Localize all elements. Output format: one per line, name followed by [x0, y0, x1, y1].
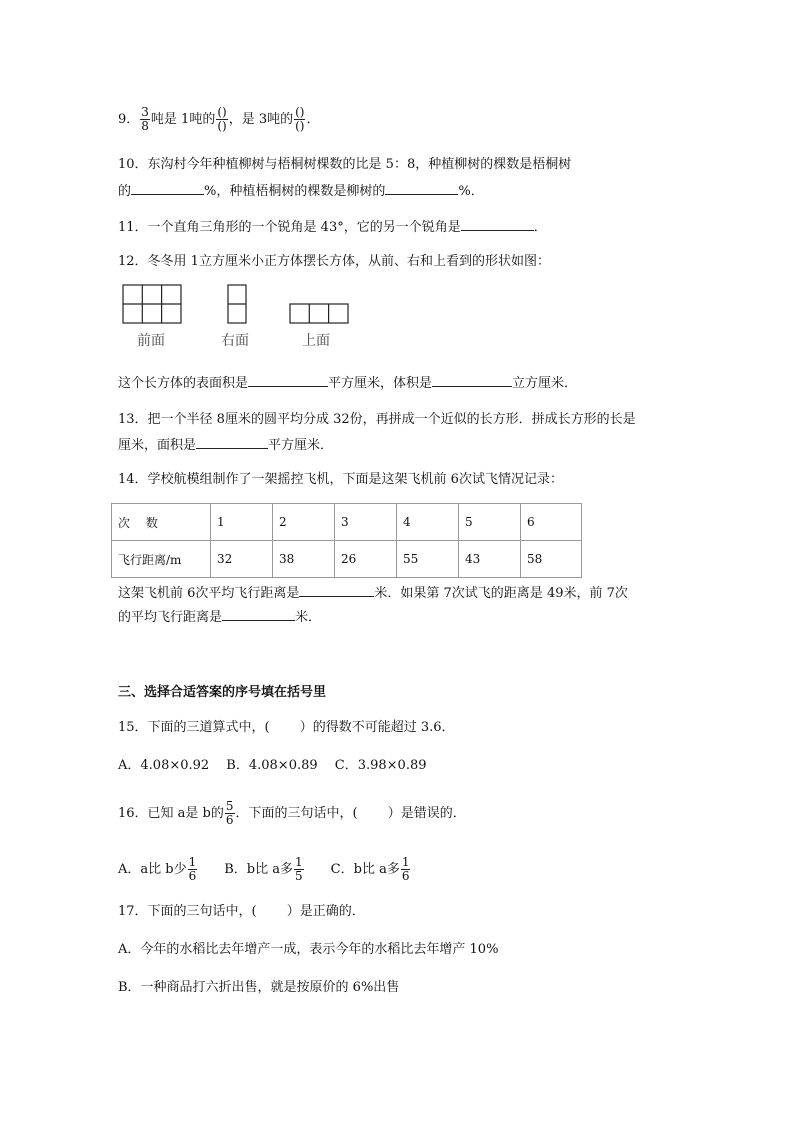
fraction: $\frac{1}{6}$ [188, 855, 197, 883]
question-12: 12．冬冬用 1立方厘米小正方体摆长方体，从前、右和上看到的形状如图： [118, 254, 550, 269]
table-cell: 3 [335, 504, 397, 541]
answer-blank-fraction[interactable]: $\frac{()}{()}$ [295, 105, 305, 133]
question-12-answer: 这个长方体的表面积是 平方厘米，体积是 立方厘米． [118, 372, 577, 394]
question-16-options: A．a比 b少 $\frac{1}{6}$ B．b比 a多 $\frac{1}{5}$ C．b比 a多 $\frac{1}{6}$ [118, 855, 410, 883]
question-16: 16．已知 a是 b的 $\frac{5}{6}$ ．下面的三句话中，( ）是错误的． [118, 799, 466, 827]
front-view [123, 285, 181, 323]
question-17-option-b: B．一种商品打六折出售，就是按原价的 6%出售 [118, 980, 400, 995]
cube-views-drawing [118, 284, 358, 328]
question-14: 14．学校航模组制作了一架摇控飞机，下面是这架飞机前 6次试飞情况记录： [118, 472, 563, 487]
table-cell: 次 数 [112, 504, 211, 541]
question-14-answer-line2: 的平均飞行距离是 米． [118, 606, 321, 628]
answer-blank[interactable] [299, 582, 374, 597]
section-title: 三、选择合适答案的序号填在括号里 [118, 685, 327, 700]
table-cell: 58 [521, 541, 582, 578]
table-cell: 2 [273, 504, 335, 541]
top-view-label: 上面 [302, 333, 330, 349]
table-cell: 26 [335, 541, 397, 578]
table-row [112, 541, 582, 578]
front-view-label: 前面 [137, 333, 165, 349]
table-cell: 1 [211, 504, 273, 541]
right-view-label: 右面 [221, 333, 249, 349]
table-cell: 55 [397, 541, 459, 578]
question-10-line2: 的 %，种植梧桐树的棵数是柳树的 %． [118, 180, 484, 202]
answer-blank[interactable] [461, 216, 534, 231]
view-figures [118, 284, 358, 354]
question-15-options: A．4.08×0.92 B．4.08×0.89 C．3.98×0.89 [118, 758, 427, 773]
fraction: $\frac{1}{6}$ [401, 855, 410, 883]
top-view [290, 304, 348, 323]
table-cell: 43 [459, 541, 521, 578]
answer-blank[interactable] [385, 180, 458, 195]
answer-blank[interactable] [432, 372, 512, 387]
question-13-line1: 13．把一个半径 8厘米的圆平均分成 32份，再拼成一个近似的长方形．拼成长方形的长是 [118, 412, 636, 427]
flight-record-table [111, 503, 582, 578]
question-9: 9． $\frac{3}{8}$ 吨是 1吨的 $\frac{()}{()}$ ，是 3吨的 $\frac{()}{()}$ ． [118, 105, 320, 133]
table-cell: 飞行距离/m [112, 541, 211, 578]
table-cell: 38 [273, 541, 335, 578]
question-13-line2: 厘米，面积是 平方厘米． [118, 434, 333, 456]
question-14-answer-line1: 这架飞机前 6次平均飞行距离是 米．如果第 7次试飞的距离是 49米，前 7次 [118, 582, 628, 604]
right-view [228, 285, 246, 323]
question-17-option-a: A．今年的水稻比去年增产一成，表示今年的水稻比去年增产 10% [118, 942, 499, 957]
table-cell: 6 [521, 504, 582, 541]
question-15: 15．下面的三道算式中，( ）的得数不可能超过 3.6． [118, 720, 455, 735]
table-cell: 4 [397, 504, 459, 541]
fraction: $\frac{5}{6}$ [225, 799, 234, 827]
answer-blank[interactable] [131, 180, 204, 195]
fraction: $\frac{3}{8}$ [141, 105, 149, 133]
question-17: 17．下面的三句话中，( ）是正确的． [118, 904, 365, 919]
answer-blank[interactable] [222, 606, 295, 621]
question-11: 11．一个直角三角形的一个锐角是 43°，它的另一个锐角是 ． [118, 216, 547, 238]
table-header-row [112, 504, 582, 541]
answer-blank[interactable] [248, 372, 328, 387]
answer-blank-fraction[interactable]: $\frac{()}{()}$ [217, 105, 227, 133]
fraction: $\frac{1}{5}$ [295, 855, 303, 883]
table-cell: 5 [459, 504, 521, 541]
question-10-line1: 10．东沟村今年种植柳树与梧桐树棵数的比是 5：8，种植柳树的棵数是梧桐树 [118, 157, 572, 172]
answer-blank[interactable] [196, 434, 268, 449]
table-cell: 32 [211, 541, 273, 578]
